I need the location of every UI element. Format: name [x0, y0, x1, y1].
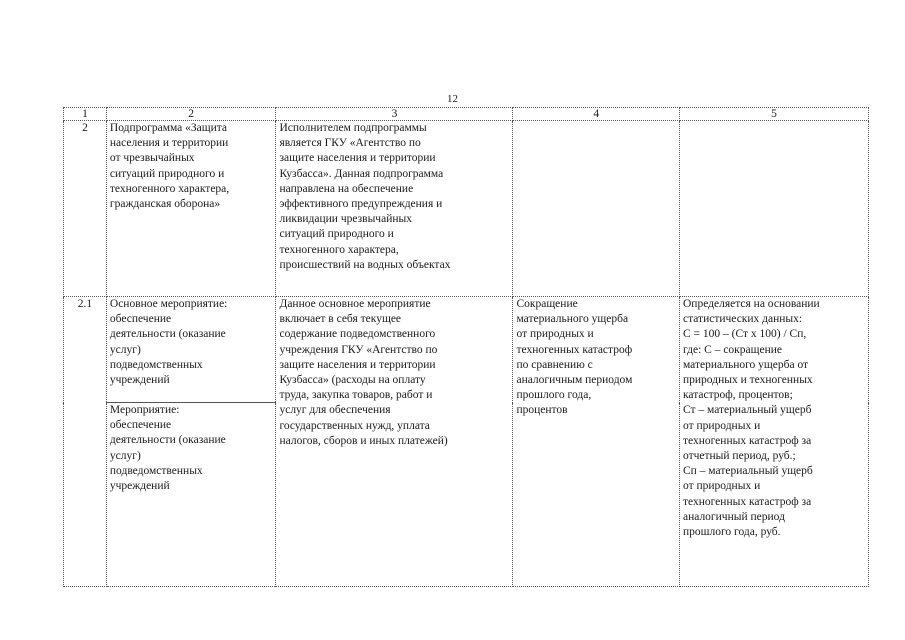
column-header: 2	[106, 108, 276, 121]
text-line: аналогичным периодом	[516, 374, 633, 387]
text-line: обеспечение	[109, 419, 172, 432]
text-line: статистических данных:	[682, 313, 803, 326]
text-line: Мероприятие:	[109, 404, 180, 416]
text-line: техногенного характера,	[109, 182, 230, 195]
text-line: Исполнителем подпрограммы	[279, 122, 427, 134]
table-header-row	[64, 108, 869, 121]
text-line: Определяется на основании	[682, 298, 820, 310]
text-line: учреждений	[109, 480, 170, 493]
text-line: от природных и	[682, 419, 761, 432]
table-row	[64, 297, 869, 403]
text-line: обеспечение	[109, 313, 172, 326]
text-line: Кузбасса». Данная подпрограмма	[279, 167, 444, 180]
text-line: является ГКУ «Агентство по	[279, 137, 421, 150]
text-line: содержание подведомственного	[279, 328, 436, 341]
text-line: услуг)	[109, 343, 141, 356]
text-line: защите населения и территории	[279, 152, 436, 165]
text-line: ликвидации чрезвычайных	[279, 213, 412, 226]
text-line: материального ущерба от	[682, 358, 809, 371]
column-header: 1	[64, 108, 107, 121]
text-line: Сп – материальный ущерб	[682, 465, 813, 478]
row-number: 2	[64, 121, 107, 297]
text-line: направлена на обеспечение	[279, 182, 414, 195]
text-line: Основное мероприятие:	[109, 298, 228, 310]
text-line: ситуаций природного и	[109, 167, 225, 180]
text-line: прошлого года, руб.	[682, 526, 781, 539]
text-line: от природных и	[516, 328, 594, 341]
text-line: Кузбасса» (расходы на оплату	[279, 374, 426, 387]
text-line: процентов	[516, 404, 568, 417]
text-line: по сравнению с	[516, 358, 593, 371]
measure-cell	[106, 403, 276, 587]
text-line: учреждения ГКУ «Агентство по	[279, 343, 438, 356]
method-cell	[679, 121, 868, 297]
subprogram-description-cell	[276, 121, 513, 297]
column-header: 5	[679, 108, 868, 121]
text-line: Ст – материальный ущерб	[682, 404, 812, 417]
text-line: Сокращение	[516, 298, 578, 310]
text-line: Подпрограмма «Защита	[109, 122, 228, 134]
text-line: аналогичный период	[682, 510, 785, 523]
text-line: отчетный период, руб.;	[682, 450, 796, 463]
main-measure-cell	[106, 297, 276, 403]
text-line: Данное основное мероприятие	[279, 298, 431, 310]
measures-table	[63, 107, 869, 587]
text-line: государственных нужд, уплата	[279, 419, 430, 432]
text-line: подведомственных	[109, 464, 203, 477]
method-cell	[679, 297, 868, 587]
text-line: деятельности (оказание	[109, 434, 226, 447]
text-line: техногенного характера,	[279, 243, 399, 256]
subprogram-name-cell	[106, 121, 276, 297]
column-header: 3	[276, 108, 513, 121]
row-number: 2.1	[64, 297, 107, 587]
measure-description-cell	[276, 297, 513, 587]
text-line: налогов, сборов и иных платежей)	[279, 434, 448, 447]
text-line: деятельности (оказание	[109, 328, 226, 341]
column-header: 4	[513, 108, 680, 121]
text-line: техногенных катастроф	[516, 343, 633, 356]
text-line: техногенных катастроф за	[682, 434, 812, 447]
indicator-cell	[513, 297, 680, 587]
table-row	[64, 121, 869, 297]
text-line: учреждений	[109, 374, 170, 387]
text-line: услуг)	[109, 449, 141, 462]
indicator-cell	[513, 121, 680, 297]
text-line: катастроф, процентов;	[682, 389, 793, 402]
text-line: где: С – сокращение	[682, 343, 782, 356]
text-line: труда, закупка товаров, работ и	[279, 389, 433, 402]
text-line: защите населения и территории	[279, 358, 436, 371]
page-number: 12	[447, 93, 458, 105]
text-line: ситуаций природного и	[279, 228, 394, 241]
text-line: материального ущерба	[516, 313, 629, 326]
text-line: природных и техногенных	[682, 374, 813, 387]
text-line: прошлого года,	[516, 389, 592, 402]
text-line: услуг для обеспечения	[279, 404, 391, 417]
text-line: эффективного предупреждения и	[279, 198, 443, 211]
text-line: подведомственных	[109, 358, 203, 371]
text-line: техногенных катастроф за	[682, 495, 812, 508]
text-line: С = 100 – (Ст х 100) / Сп,	[682, 328, 807, 341]
text-line: от природных и	[682, 480, 761, 493]
text-line: происшествий на водных объектах	[279, 258, 451, 271]
text-line: включает в себя текущее	[279, 313, 402, 326]
text-line: от чрезвычайных	[109, 152, 195, 165]
text-line: гражданская оборона»	[109, 198, 221, 211]
text-line: населения и территории	[109, 137, 229, 150]
